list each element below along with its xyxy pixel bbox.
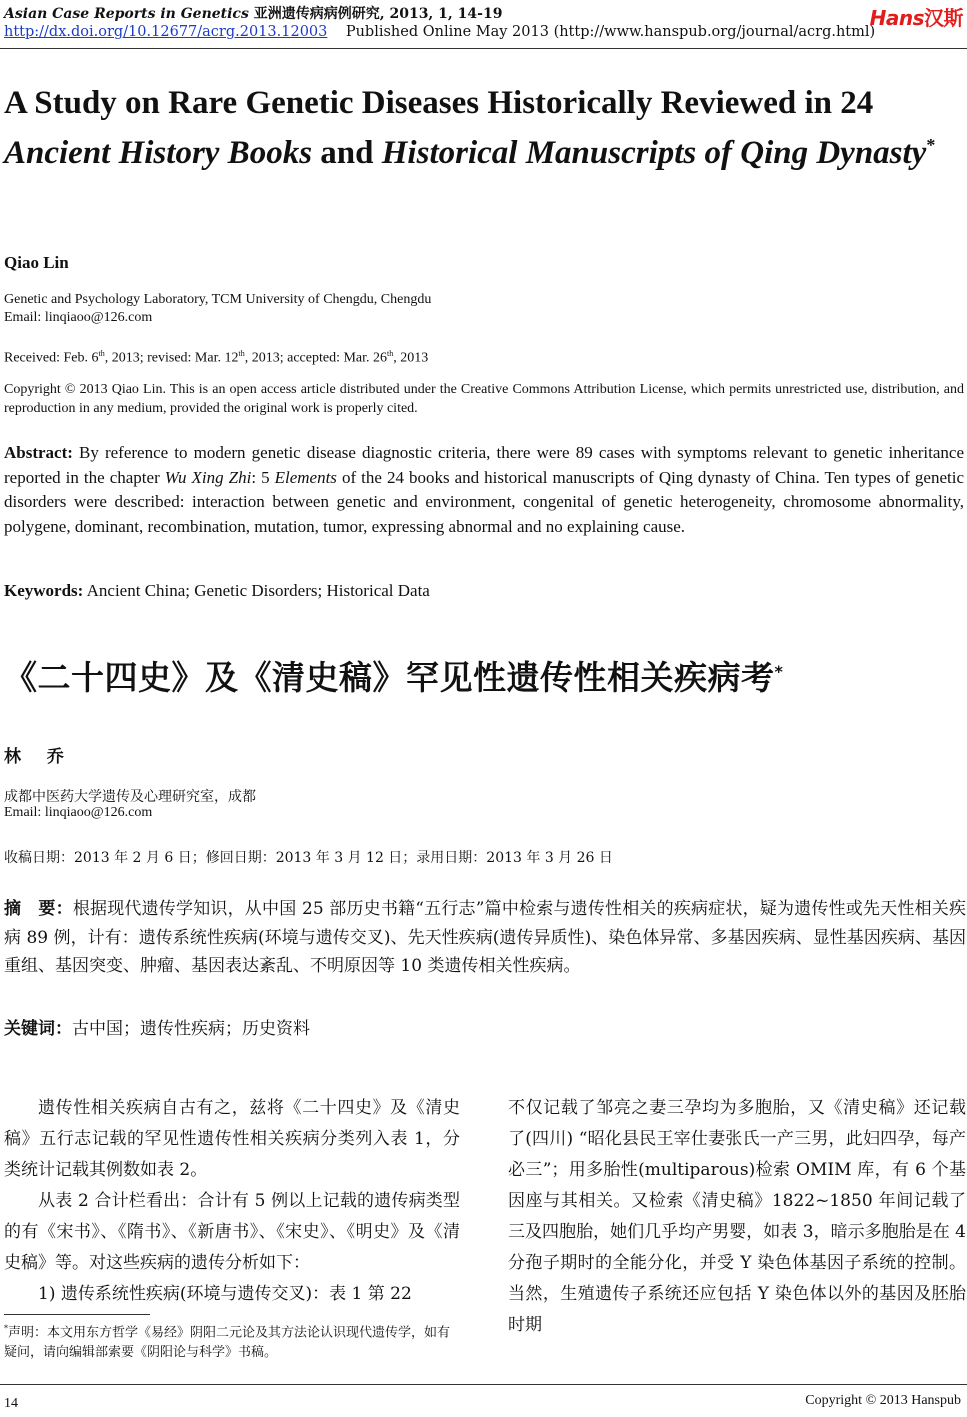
hans-logo [870, 2, 963, 31]
abstract-text-3: of the 24 books and historical manuscripts of Qing dynasty of China. Ten types of genetic disorders were described: interaction between genetic and environment, congenital of genetic heterogeneity, chromosome abnormality, polygene, dominant, recombination, mutation, tumor, expressing abnormal and no explaining cause. [4, 467, 964, 536]
abstract-text-cn: 根据现代遗传学知识，从中国 25 部历史书籍“五行志”篇中检索与遗传性相关的疾病症状，疑为遗传性或先天性相关疾病 89 例，计有：遗传系统性疾病(环境与遗传交叉)、先天性疾病(遗传异质性)、染色体异常、多基因疾病、显性基因疾病、基因重组、基因突变、肿瘤、基因表达紊乱、不明原因等 10 类遗传相关性疾病。 [4, 899, 967, 976]
body-paragraph: 从表 2 合计栏看出：合计有 5 例以上记载的遗传病类型的有《宋书》、《隋书》、《新唐书》、《宋史》、《明史》及《清史稿》等。对这些疾病的遗传分析如下： [4, 1191, 460, 1273]
page-number: 14 [4, 1396, 18, 1411]
title-cn-footnote-mark: * [774, 662, 784, 681]
dates-end: , 2013 [393, 350, 429, 366]
affiliation-cn: 成都中医药大学遗传及心理研究室，成都 [4, 789, 256, 805]
doi-link[interactable]: http://dx.doi.org/10.12677/acrg.2013.12003 [4, 24, 328, 40]
paper-title-cn [4, 652, 783, 699]
abstract-italic-2: Elements [274, 467, 337, 487]
copyright-notice: Copyright © 2013 Qiao Lin. This is an open access article distributed under the Creative Commons Attribution License, which permits unrestricted use, distribution, and reproduction in any medium, provided the original work is properly cited. [4, 382, 964, 416]
abstract-en [4, 441, 964, 539]
abstract-cn [4, 895, 966, 981]
header-divider [0, 48, 967, 49]
published-online: Published Online May 2013 (http://www.hanspub.org/journal/acrg.html) [345, 24, 876, 40]
footer-copyright: Copyright © 2013 Hanspub [805, 1393, 961, 1408]
logo-text-en: Hans [869, 6, 924, 30]
abstract-italic-1: Wu Xing Zhi [164, 467, 252, 487]
keywords-text: Ancient China; Genetic Disorders; Historical Data [83, 581, 430, 600]
received-date: Received: Feb. 6 [4, 350, 99, 366]
journal-header [4, 3, 502, 23]
title-cn-text: 《二十四史》及《清史稿》罕见性遗传性相关疾病考 [4, 658, 775, 697]
keywords-text-cn: 古中国；遗传性疾病；历史资料 [72, 1019, 310, 1039]
logo-text-cn: 汉斯 [924, 6, 963, 30]
body-column-left [4, 1093, 460, 1310]
title-part-1: A Study on Rare Genetic Diseases Historically Reviewed in 24 [4, 85, 874, 121]
body-column-right [508, 1093, 966, 1341]
abstract-text-2: : 5 [251, 467, 275, 487]
body-paragraph: 不仅记载了邹亮之妻三孕均为多胞胎，又《清史稿》还记载了(四川) “昭化县民王宰仕妻张氏一产三男，此妇四孕，每产必三”；用多胎性(multiparous)检索 OMIM 库，有 6 个基因座与其相关。又检索《清史稿》1822~1850 年间记载了三及四胞胎，她们几乎均产男婴，如表 3，暗示多胞胎是在 4 分孢子期时的全能分化，并受 Y 染色体基因子系统的控制。当然，生殖遗传子系统还应包括 Y 染色体以外的基因及胚胎时期 [508, 1098, 966, 1335]
body-paragraph: 遗传性相关疾病自古有之，兹将《二十四史》及《清史稿》五行志记载的罕见性遗传性相关疾病分类列入表 1，分类统计记载其例数如表 2。 [4, 1098, 460, 1180]
keywords-cn [4, 1014, 310, 1039]
author-name-cn: 林 乔 [4, 747, 74, 767]
abstract-label-cn: 摘 要： [4, 899, 73, 919]
received-sup: th [98, 349, 105, 358]
publication-dates-cn: 收稿日期：2013 年 2 月 6 日；修回日期：2013 年 3 月 12 日；录用日期：2013 年 3 月 26 日 [4, 850, 613, 866]
abstract-text-1: By reference to modern genetic disease diagnostic criteria, there were 89 cases with symptoms relevant to genetic inheritance reported in the chapter [4, 443, 964, 487]
revised-date: , 2013; revised: Mar. 12 [104, 350, 239, 366]
body-paragraph: 1) 遗传系统性疾病(环境与遗传交叉)：表 1 第 22 [38, 1284, 412, 1304]
accepted-date: , 2013; accepted: Mar. 26 [244, 350, 388, 366]
keywords-label-cn: 关键词： [4, 1019, 72, 1039]
footer-divider [0, 1384, 967, 1385]
title-italic-2: Historical Manuscripts of Qing Dynasty [381, 135, 927, 171]
journal-name-en: Asian Case Reports in Genetics [4, 6, 249, 22]
journal-name-cn: 亚洲遗传病病例研究 [253, 6, 380, 22]
author-email: Email: linqiaoo@126.com [4, 310, 153, 325]
footnote [4, 1319, 460, 1363]
footnote-divider [4, 1314, 150, 1315]
author-email-cn: Email: linqiaoo@126.com [4, 805, 153, 820]
footnote-text: 声明：本文用东方哲学《易经》阴阳二元论及其方法论认识现代遗传学，如有疑问，请向编辑部索要《阴阳论与科学》书稿。 [4, 1325, 451, 1361]
revised-sup: th [238, 349, 245, 358]
affiliation: Genetic and Psychology Laboratory, TCM University of Chengdu, Chengdu [4, 292, 432, 307]
doi-line [4, 24, 875, 40]
title-part-2: and [312, 135, 382, 171]
abstract-label: Abstract: [4, 443, 73, 462]
title-italic-1: Ancient History Books [4, 135, 313, 171]
title-footnote-mark: * [926, 135, 936, 155]
keywords-en [4, 581, 430, 601]
keywords-label: Keywords: [4, 581, 84, 600]
journal-volume: , 2013, 1, 14-19 [379, 6, 503, 22]
author-name: Qiao Lin [4, 253, 69, 272]
paper-title [4, 82, 954, 174]
publication-dates [4, 344, 428, 368]
footnote-mark: * [4, 1324, 8, 1333]
accepted-sup: th [387, 349, 394, 358]
